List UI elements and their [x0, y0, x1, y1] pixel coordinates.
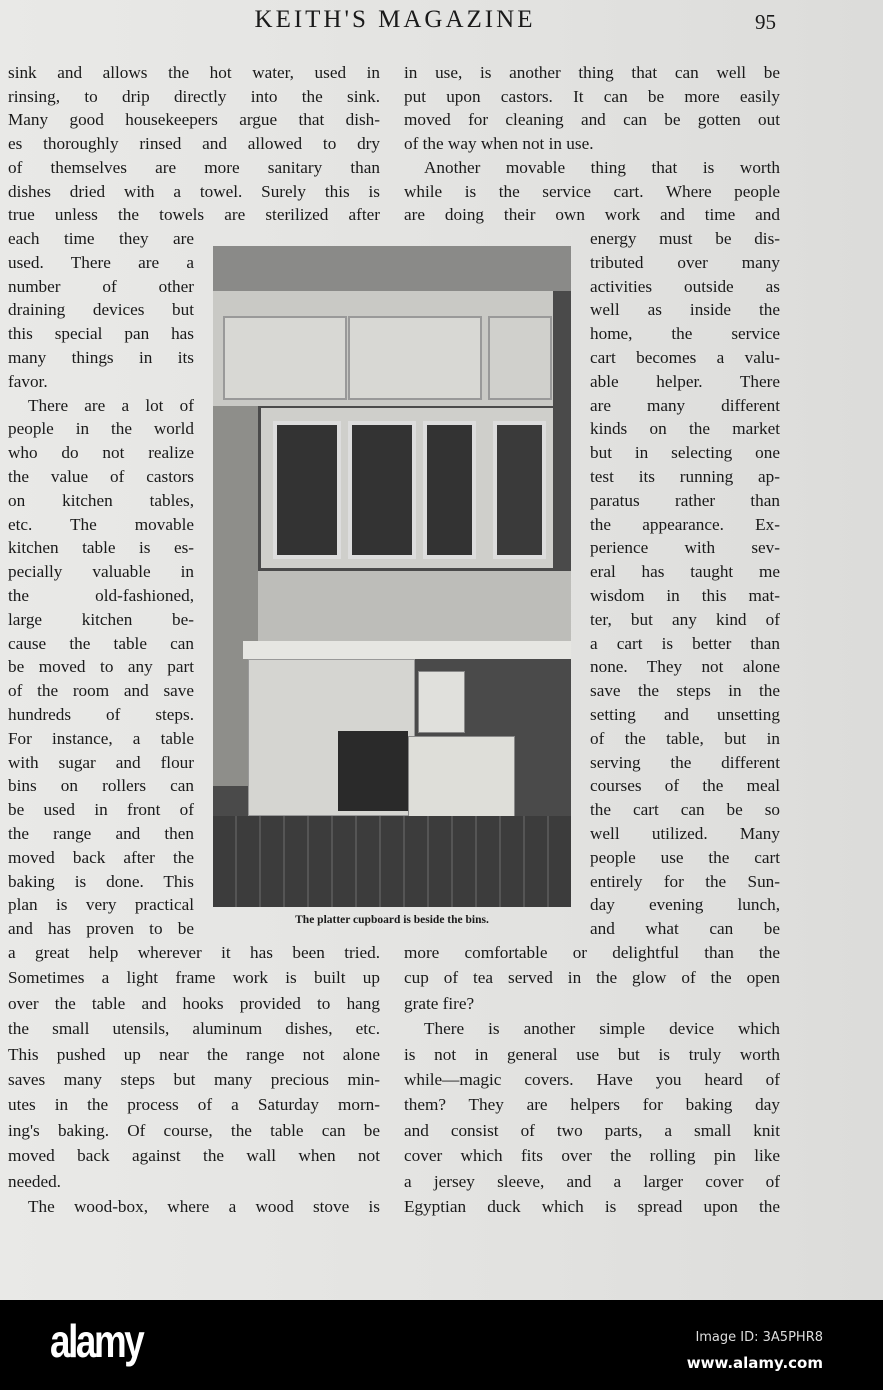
text-line: bins on rollers can — [8, 776, 194, 796]
text-line: of themselves are more sanitary than — [8, 157, 380, 177]
page-number: 95 — [755, 10, 776, 34]
text-line: but in selecting one — [590, 443, 780, 463]
text-line: rinsing, to drip directly into the sink. — [8, 86, 380, 106]
text-line: a great help wherever it has been tried. — [8, 943, 380, 962]
text-line: able helper. There — [590, 371, 780, 391]
text-line: Many good housekeepers argue that dish- — [8, 110, 380, 130]
text-line: es thoroughly rinsed and allowed to dry — [8, 134, 380, 154]
text-line: the old-fashioned, — [8, 586, 194, 605]
text-line: Sometimes a light frame work is built up — [8, 968, 380, 988]
text-line: while—magic covers. Have you heard of — [404, 1070, 780, 1089]
text-line: them? They are helpers for baking day — [404, 1095, 780, 1115]
text-line: in use, is another thing that can well be — [404, 63, 780, 82]
text-line: a cart is better than — [590, 633, 780, 653]
text-line: moved back against the wall when not — [8, 1146, 380, 1166]
text-line: of the room and save — [8, 681, 194, 701]
text-line: of the table, but in — [590, 728, 780, 748]
text-line: wisdom in this mat- — [590, 586, 780, 605]
text-line: This pushed up near the range not alone — [8, 1044, 380, 1064]
text-line: well utilized. Many — [590, 824, 780, 843]
text-line: grate fire? — [404, 993, 475, 1013]
text-line: cover which fits over the rolling pin like — [404, 1146, 780, 1166]
text-line: energy must be dis- — [590, 229, 780, 248]
text-line: ing's baking. Of course, the table can be — [8, 1120, 380, 1140]
text-line: tributed over many — [590, 252, 780, 272]
text-line: be moved to any part — [8, 657, 194, 677]
text-line: while is the service cart. Where people — [404, 181, 780, 201]
watermark-footer — [0, 1300, 883, 1390]
text-line: etc. The movable — [8, 514, 194, 534]
text-line: on kitchen tables, — [8, 490, 194, 510]
image-id: Image ID: 3A5PHR8 — [695, 1330, 823, 1345]
text-line: setting and unsetting — [590, 705, 780, 724]
text-line: number of other — [8, 276, 194, 296]
text-line: large kitchen be- — [8, 609, 194, 629]
text-line: There is another simple device which — [424, 1019, 780, 1039]
text-line: and has proven to be — [8, 919, 194, 939]
text-line: are doing their own work and time and — [404, 205, 780, 225]
text-line: moved for cleaning and can be gotten out — [404, 110, 780, 130]
text-line: a jersey sleeve, and a larger cover of — [404, 1171, 780, 1191]
text-line: baking is done. This — [8, 871, 194, 891]
text-line: this special pan has — [8, 324, 194, 344]
text-line: be used in front of — [8, 800, 194, 820]
text-line: dishes dried with a towel. Surely this is — [8, 181, 380, 201]
kitchen-photo — [213, 246, 571, 907]
text-line: Egyptian duck which is spread upon the — [404, 1197, 780, 1216]
text-line: sink and allows the hot water, used in — [8, 63, 380, 82]
text-line: each time they are — [8, 229, 194, 248]
text-line: test its running ap- — [590, 467, 780, 486]
text-line: put upon castors. It can be more easily — [404, 86, 780, 106]
text-line: moved back after the — [8, 847, 194, 867]
text-line: cart becomes a valu- — [590, 348, 780, 367]
alamy-logo: alamy — [50, 1315, 143, 1367]
text-line: needed. — [8, 1171, 61, 1191]
text-line: activities outside as — [590, 276, 780, 296]
text-line: and what can be — [590, 919, 780, 939]
text-line: true unless the towels are sterilized after — [8, 205, 380, 225]
magazine-title: KEITH'S MAGAZINE — [254, 6, 536, 33]
text-line: perience with sev- — [590, 538, 780, 558]
text-line: ter, but any kind of — [590, 609, 780, 629]
text-line: paratus rather than — [590, 490, 780, 510]
text-line: serving the different — [590, 752, 780, 772]
text-line: saves many steps but many precious min- — [8, 1070, 380, 1089]
text-line: of the way when not in use. — [404, 134, 594, 154]
text-line: entirely for the Sun- — [590, 871, 780, 891]
text-line: people in the world — [8, 419, 194, 439]
text-line: pecially valuable in — [8, 562, 194, 582]
text-line: cause the table can — [8, 633, 194, 653]
text-line: the value of castors — [8, 467, 194, 486]
text-line: There are a lot of — [28, 395, 194, 415]
photo-caption: The platter cupboard is beside the bins. — [295, 914, 489, 926]
text-line: over the table and hooks provided to hang — [8, 993, 380, 1013]
text-line: For instance, a table — [8, 728, 194, 748]
text-line: the range and then — [8, 824, 194, 843]
text-line: the cart can be so — [590, 800, 780, 820]
text-line: none. They not alone — [590, 657, 780, 677]
text-line: home, the service — [590, 324, 780, 344]
text-line: hundreds of steps. — [8, 705, 194, 724]
text-line: is not in general use but is truly worth — [404, 1044, 780, 1064]
text-line: draining devices but — [8, 300, 194, 320]
text-line: The wood-box, where a wood stove is — [28, 1197, 380, 1216]
text-line: courses of the meal — [590, 776, 780, 796]
text-line: used. There are a — [8, 252, 194, 272]
text-line: and consist of two parts, a small knit — [404, 1120, 780, 1140]
text-line: kitchen table is es- — [8, 538, 194, 558]
text-line: with sugar and flour — [8, 752, 194, 772]
text-line: eral has taught me — [590, 562, 780, 582]
text-line: cup of tea served in the glow of the open — [404, 968, 780, 988]
text-line: people use the cart — [590, 847, 780, 867]
text-line: favor. — [8, 371, 48, 391]
text-line: save the steps in the — [590, 681, 780, 701]
text-line: utes in the process of a Saturday morn- — [8, 1095, 380, 1115]
text-line: who do not realize — [8, 443, 194, 463]
text-line: are many different — [590, 395, 780, 415]
text-line: Another movable thing that is worth — [424, 157, 780, 177]
text-line: the appearance. Ex- — [590, 514, 780, 534]
text-line: the small utensils, aluminum dishes, etc. — [8, 1019, 380, 1039]
text-line: more comfortable or delightful than the — [404, 943, 780, 962]
site-url[interactable]: www.alamy.com — [686, 1354, 823, 1372]
text-line: well as inside the — [590, 300, 780, 320]
text-line: many things in its — [8, 348, 194, 367]
text-line: kinds on the market — [590, 419, 780, 439]
text-line: day evening lunch, — [590, 895, 780, 915]
text-line: plan is very practical — [8, 895, 194, 915]
